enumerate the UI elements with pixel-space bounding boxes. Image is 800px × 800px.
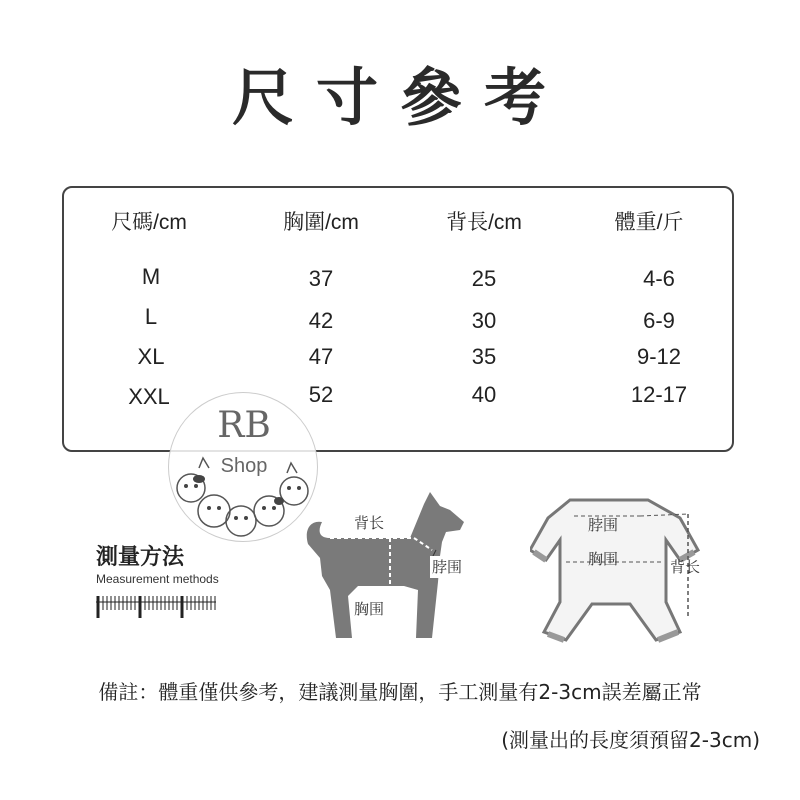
measure-method-title: 測量方法 [96, 545, 185, 570]
table-cell: 6-9 [643, 308, 675, 333]
header-chest: 胸圍/cm [283, 211, 359, 234]
measure-method-subtitle: Measurement methods [96, 572, 219, 586]
note-line-1: 備註：體重僅供參考，建議測量胸圍，手工測量有2-3cm誤差屬正常 [98, 680, 702, 704]
table-cell: 35 [471, 344, 497, 369]
header-back-length: 背長/cm [446, 211, 522, 234]
table-cell: XL [137, 344, 165, 369]
header-size: 尺碼/cm [111, 211, 187, 234]
dog-label-neck: 脖围 [432, 558, 463, 576]
table-cell: 9-12 [636, 344, 682, 369]
table-cell: 25 [471, 266, 497, 291]
header-weight: 體重/斤 [614, 211, 684, 234]
table-cell: 37 [308, 266, 334, 291]
ruler-icon [96, 592, 226, 622]
note-line-2: (測量出的長度須預留2-3cm) [501, 728, 760, 752]
table-cell: 52 [308, 382, 334, 407]
table-cell: 42 [308, 308, 334, 333]
dog-label-back: 背长 [354, 514, 385, 532]
logo-shop-text: Shop [220, 455, 268, 477]
table-cell: 30 [471, 308, 497, 333]
cloth-label-back: 背长 [670, 558, 701, 576]
cloth-label-chest: 胸围 [588, 550, 619, 568]
size-table [62, 186, 734, 452]
table-cell: XXL [128, 384, 170, 409]
shop-logo-watermark [168, 392, 318, 542]
cats-illustration [169, 393, 319, 543]
table-cell: 4-6 [643, 266, 675, 291]
cloth-label-neck: 脖围 [588, 516, 619, 534]
table-cell: M [141, 264, 161, 289]
table-cell: 47 [308, 344, 334, 369]
table-cell: 40 [471, 382, 497, 407]
dog-diagram [300, 486, 480, 646]
table-cell: 12-17 [630, 382, 688, 407]
page-title: 尺寸參考 [231, 61, 568, 134]
logo-rb-text: RB [217, 405, 271, 446]
table-cell: L [144, 304, 158, 329]
dog-label-chest: 胸围 [354, 600, 385, 618]
clothing-diagram [530, 492, 730, 652]
